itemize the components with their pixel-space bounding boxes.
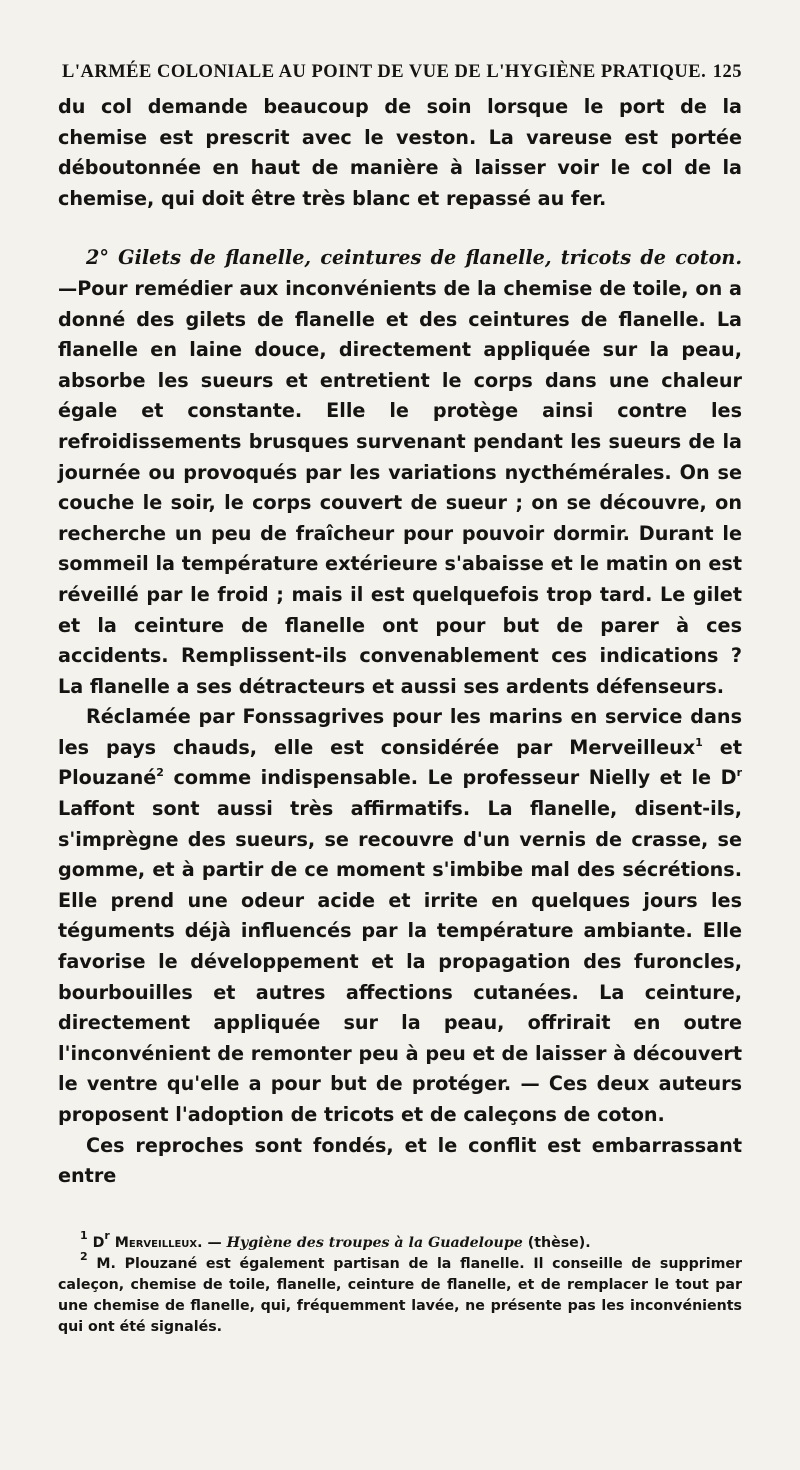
body-text	[58, 92, 742, 1192]
paragraph-authors-part-a: Réclamée par Fonssagrives pour les marins en service dans les pays chauds, elle est considérée par Merveilleux	[58, 705, 742, 759]
section-heading: 2° Gilets de flanelle, ceintures de flanelle, tricots de coton.	[86, 246, 742, 270]
running-header	[58, 58, 742, 88]
page-number: 125	[712, 62, 742, 82]
footnote-1-doctor-sup: r	[104, 1229, 110, 1242]
doctor-abbrev-sup: r	[736, 766, 742, 780]
running-title: L'ARMÉE COLONIALE AU POINT DE VUE DE L'HYGIÈNE PRATIQUE.	[62, 62, 707, 82]
footnote-1	[58, 1229, 742, 1254]
footnote-ref-1: 1	[695, 735, 703, 749]
paragraph-authors-part-c: comme indispensable. Le professeur Nielly et le D	[163, 766, 737, 790]
footnotes	[58, 1229, 742, 1338]
paragraph-authors	[58, 702, 742, 1130]
footnote-1-doctor: D	[92, 1235, 105, 1251]
paragraph-continuation: du col demande beaucoup de soin lorsque le port de la chemise est prescrit avec le veston. La vareuse est portée déboutonnée en haut de manière à laisser voir le col de la chemise, qui doit être très blanc et repassé au fer.	[58, 95, 742, 210]
footnote-1-tail: (thèse).	[522, 1235, 591, 1251]
footnote-2-text: M. Plouzané est également partisan de la flanelle. Il conseille de supprimer caleçon, chemise de toile, flanelle, ceinture de flanelle, et de remplacer le tout par une chemise de flanelle, qui, fréquemment lavée, ne présente pas les inconvénients qui ont été signalés.	[58, 1256, 742, 1335]
footnote-ref-2: 2	[156, 766, 164, 780]
footnote-1-title: Hygiène des troupes à la Guadeloupe	[226, 1235, 523, 1251]
paragraph-authors-part-d: Laffont sont aussi très affirmatifs. La flanelle, disent-ils, s'imprègne des sueurs, se recouvre d'un vernis de crasse, se gomme, et à partir de ce moment s'imbibe mal des sécrétions. Elle prend une odeur acide et irrite en quelques jours les téguments déjà influencés par la température ambiante. Elle favorise le développement et la propagation des furoncles, bourbouilles et autres affections cutanées. La ceinture, directement appliquée sur la peau, offrirait en outre l'inconvénient de remonter peu à peu et de laisser à découvert le ventre qu'elle a pour but de protéger. — Ces deux auteurs proposent l'adoption de tricots et de caleçons de coton.	[58, 797, 742, 1126]
paragraph-flannel-section	[58, 243, 742, 702]
footnote-2-mark: 2	[80, 1250, 88, 1263]
paragraph-conclusion: Ces reproches sont fondés, et le conflit est embarrassant entre	[58, 1133, 742, 1188]
footnote-1-mark: 1	[80, 1229, 88, 1242]
footnote-1-author: Merveilleux.	[114, 1235, 203, 1251]
paragraph-authors-part-b: et Plouzané	[58, 735, 742, 790]
footnote-1-dash: —	[202, 1235, 227, 1251]
section-text: —Pour remédier aux inconvénients de la chemise de toile, on a donné des gilets de flanelle et des ceintures de flanelle. La flanelle en laine douce, directement appliquée sur la peau, absorbe les sueurs et entretient le corps dans une chaleur égale et constante. Elle le protège ainsi contre les refroidissements brusques survenant pendant les sueurs de la journée ou provoqués par les variations nycthémérales. On se couche le soir, le corps couvert de sueur ; on se découvre, on recherche un peu de fraîcheur pour pouvoir dormir. Durant le sommeil la température extérieure s'abaisse et le matin on est réveillé par le froid ; mais il est quelquefois trop tard. Le gilet et la ceinture de flanelle ont pour but de parer à ces accidents. Remplissent-ils convenablement ces indications ? La flanelle a ses détracteurs et aussi ses ardents défenseurs.	[58, 276, 742, 698]
footnote-2	[58, 1250, 742, 1338]
